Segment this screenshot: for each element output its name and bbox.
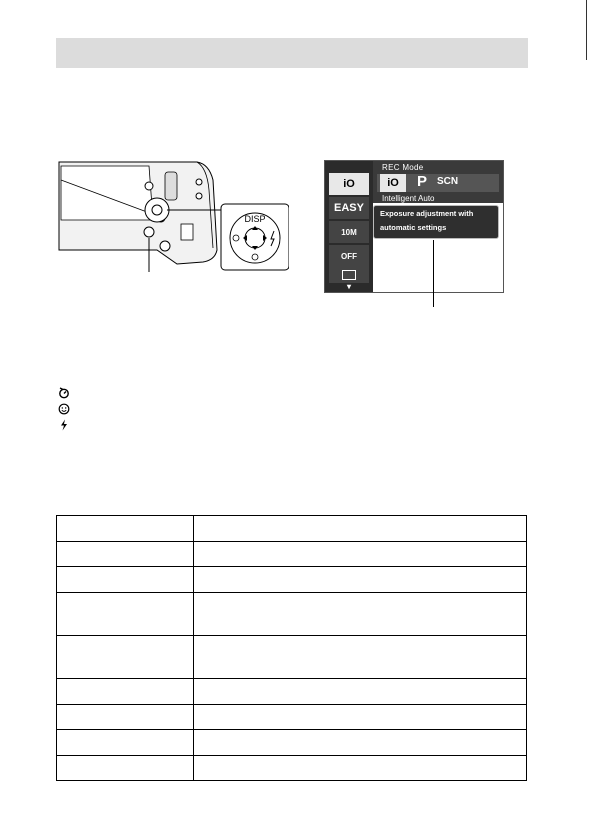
table-row — [57, 756, 527, 781]
side-menu-image-size[interactable]: 10M — [329, 221, 369, 243]
side-menu-intelligent-auto[interactable]: iO — [329, 173, 369, 195]
disp-label: DISP — [244, 214, 266, 224]
frame-icon — [342, 270, 356, 280]
help-box — [373, 205, 499, 239]
flash-icon — [58, 419, 70, 431]
help-line-2: automatic settings — [380, 223, 447, 232]
page-edge-line — [586, 0, 587, 60]
table-row — [57, 636, 527, 679]
side-menu-steadyshot[interactable]: OFF — [329, 245, 369, 267]
rec-mode-label: REC Mode — [382, 163, 424, 172]
table-row — [57, 679, 527, 705]
table-row — [57, 705, 527, 730]
mode-name: Intelligent Auto — [382, 194, 435, 203]
side-menu-easy[interactable]: EASY — [329, 197, 369, 219]
icon-row-flash — [58, 417, 70, 433]
table-row — [57, 567, 527, 593]
table-row — [57, 730, 527, 756]
smile-icon — [58, 403, 70, 415]
icon-list — [58, 385, 70, 433]
settings-table — [56, 515, 527, 781]
lcd-side-menu — [325, 161, 373, 292]
mode-scene[interactable]: SCN — [437, 176, 459, 187]
table-row — [57, 516, 527, 542]
section-header-bar — [56, 38, 528, 68]
help-line-1: Exposure adjustment with — [380, 209, 474, 218]
mode-intelligent-auto[interactable]: iO — [380, 174, 406, 192]
self-timer-icon — [58, 387, 70, 399]
lcd-screen — [324, 160, 504, 293]
icon-row-self-timer — [58, 385, 70, 401]
side-menu-more[interactable] — [329, 281, 369, 291]
triangle-down-icon: ▾ — [346, 281, 351, 291]
icon-row-smile — [58, 401, 70, 417]
mode-program[interactable]: P — [417, 173, 428, 190]
lcd-leader-line — [433, 240, 434, 307]
table-row — [57, 593, 527, 636]
table-row — [57, 542, 527, 567]
camera-illustration — [57, 160, 289, 272]
